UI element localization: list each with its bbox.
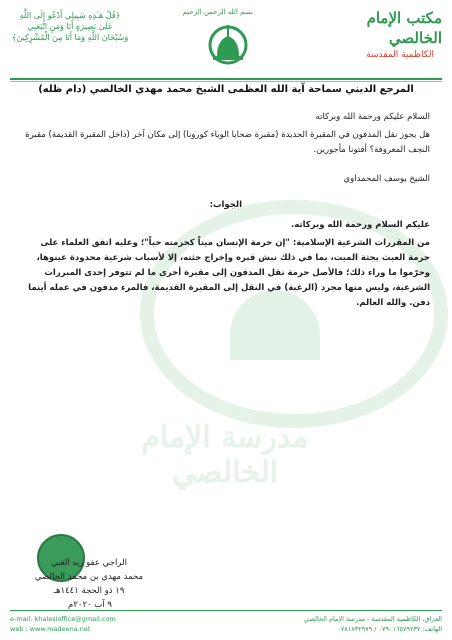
answer-greeting: عليكم السلام ورحمة الله وبركاته.: [291, 220, 430, 230]
quote-line: ﴿قُلْ هَـٰذِهِ سَبِيلِي أَدْعُو إِلَى اللَّهِ: [19, 11, 121, 20]
answer-body: من المقررات الشرعية الإسلامية: "إن حرمة الإنسان ميتاً كحرمته حياً"؛ وعليه اتفق العلماء على حرمة العبث بجثة الميت، بما في ذلك نبش قبره وإخراج جثته، إلا لأسباب شرعية محدودة عينوها، وحرّموا ما وراء ذلك؛ فالأصل حرمة نقل المدفون إلى مقبرة أخرى ما لم تتوفر إحدى المبررات الشرعية، وليس منها مجرد (الرغبة) في النقل إلى المقبرة القديمة، فالمرء مدفون في عمله أينما دفن. والله العالم.: [28, 238, 430, 308]
letter-title: المرجع الديني سماحة آية الله العظمى الشيخ محمد مهدي الخالصي (دام ظله): [38, 84, 414, 95]
mosque-dome-logo-icon: [203, 18, 253, 68]
signature-line-1: الراجي عفو ربه الغني: [51, 558, 127, 568]
question-text: هل يجوز نقل المدفون في المقبرة الجديدة (مقبرة ضحايا الوباء كورونا) إلى مكان آخر (داخل المقبرة القديمة) مقبرة النجف المعروفة؟ أفتونا مأجورين.: [25, 130, 430, 155]
footer-rule: [10, 610, 442, 611]
org-subtitle: الكاظمية المقدسة: [366, 50, 434, 60]
greeting: السلام عليكم ورحمة الله وبركاته: [315, 112, 430, 122]
signature-date-gregorian: ٩ آب ٢٠٢٠م: [68, 600, 112, 610]
org-name: مكتب الإمام الخالصي: [366, 9, 442, 47]
answer-label: الجواب:: [209, 200, 242, 210]
footer-phone: الهاتف: ٠٧٩٠١٦٥٧٩٢٣٧ / ٠٧٨١٨٣٢٩٧٩: [337, 625, 442, 633]
signature-line-2: محمد مهدي بن محمد الخالصي: [34, 572, 144, 582]
footer-web[interactable]: web : www.madeena.net: [10, 625, 91, 633]
quote-line: عَلَىٰ بَصِيرَةٍ أَنَا وَمَنِ اتَّبَعَنِي: [27, 22, 113, 31]
footer-email[interactable]: e-mail: khalesioffice@gmail.com: [10, 615, 116, 623]
signature-date-hijri: ١٩ ذو الحجة ١٤٤١هـ: [53, 586, 125, 596]
header-rule-thin: [10, 81, 442, 82]
quote-line: وَسُبْحَانَ اللَّهِ وَمَا أَنَا مِنَ الْمُشْرِكِينَ﴾: [11, 33, 129, 42]
asker-name: الشيخ يوسف المحمداوي: [343, 174, 430, 184]
header-org: [322, 8, 442, 60]
footer-address: العراق، الكاظمية المقدسة - مدرسة الإمام الخالصي: [303, 615, 442, 623]
header-logo: [182, 8, 253, 68]
watermark-text: مدرسة الإمام الخالصي: [141, 420, 309, 490]
header-rule: [10, 78, 442, 80]
header-quote: [10, 10, 130, 43]
bismillah: بسم الله الرحمن الرحيم: [182, 8, 253, 16]
